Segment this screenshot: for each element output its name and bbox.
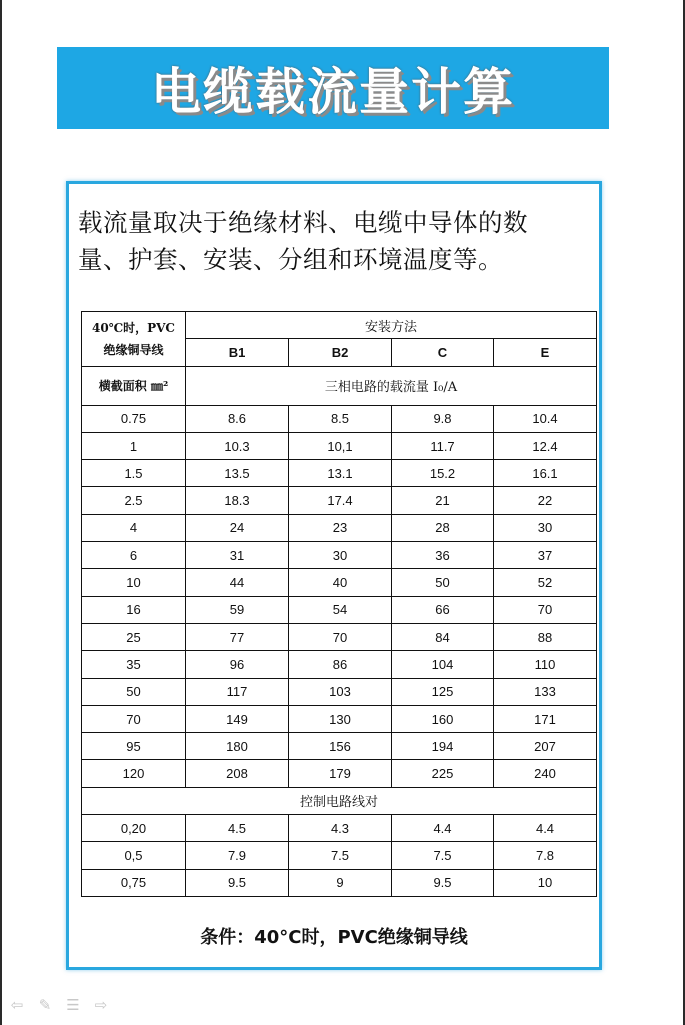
column-header-c: C: [392, 339, 494, 366]
arrow-left-icon[interactable]: ⇦: [10, 996, 24, 1014]
ampacity-cell: 16.1: [494, 460, 597, 487]
ampacity-cell: 52: [494, 569, 597, 596]
table-row: [82, 405, 597, 432]
ampacity-cell: 44: [186, 569, 289, 596]
ampacity-cell: 156: [289, 733, 392, 760]
intro-line-2: 量、护套、安装、分组和环境温度等。: [78, 245, 503, 274]
install-method-header: 安装方法: [186, 312, 597, 339]
ampacity-cell: 8.6: [186, 405, 289, 432]
ampacity-cell: 10,1: [289, 432, 392, 459]
table-row: [82, 432, 597, 459]
ampacity-cell: 21: [392, 487, 494, 514]
menu-icon[interactable]: ☰: [66, 996, 80, 1014]
table-row: [82, 487, 597, 514]
ampacity-cell: 8.5: [289, 405, 392, 432]
power-section-header: 三相电路的载流量 I₀/A: [186, 366, 597, 405]
ampacity-cell: 12.4: [494, 432, 597, 459]
pencil-icon[interactable]: ✎: [38, 996, 52, 1014]
table-row: [82, 542, 597, 569]
area-cell: 4: [82, 514, 186, 541]
ampacity-cell: 130: [289, 705, 392, 732]
ampacity-cell: 88: [494, 623, 597, 650]
area-cell: 70: [82, 705, 186, 732]
area-cell: 0,75: [82, 869, 186, 896]
area-cell: 95: [82, 733, 186, 760]
ampacity-cell: 4.4: [494, 815, 597, 842]
page-title: 电缆载流量计算: [151, 63, 515, 121]
ampacity-cell: 208: [186, 760, 289, 787]
ampacity-cell: 77: [186, 623, 289, 650]
ampacity-cell: 7.9: [186, 842, 289, 869]
arrow-right-icon[interactable]: ⇨: [94, 996, 108, 1014]
ampacity-cell: 54: [289, 596, 392, 623]
ampacity-cell: 7.5: [392, 842, 494, 869]
corner-line-1: 40℃时，PVC: [92, 320, 175, 335]
table-row: [82, 705, 597, 732]
bottom-toolbar: [8, 996, 110, 1014]
area-cell: 25: [82, 623, 186, 650]
ampacity-cell: 4.3: [289, 815, 392, 842]
ampacity-cell: 70: [289, 623, 392, 650]
ampacity-cell: 9.5: [186, 869, 289, 896]
table-row: [82, 760, 597, 787]
ampacity-cell: 10.3: [186, 432, 289, 459]
control-section-header: 控制电路线对: [82, 787, 597, 814]
area-cell: 1.5: [82, 460, 186, 487]
ampacity-cell: 4.5: [186, 815, 289, 842]
ampacity-cell: 117: [186, 678, 289, 705]
table-row: [82, 596, 597, 623]
table-row: [82, 678, 597, 705]
ampacity-cell: 70: [494, 596, 597, 623]
ampacity-cell: 9.5: [392, 869, 494, 896]
ampacity-cell: 179: [289, 760, 392, 787]
ampacity-cell: 96: [186, 651, 289, 678]
ampacity-cell: 11.7: [392, 432, 494, 459]
ampacity-cell: 160: [392, 705, 494, 732]
ampacity-cell: 133: [494, 678, 597, 705]
ampacity-cell: 9.8: [392, 405, 494, 432]
area-cell: 10: [82, 569, 186, 596]
ampacity-cell: 50: [392, 569, 494, 596]
ampacity-cell: 84: [392, 623, 494, 650]
area-cell: 0,20: [82, 815, 186, 842]
ampacity-cell: 13.1: [289, 460, 392, 487]
column-header-b2: B2: [289, 339, 392, 366]
area-cell: 2.5: [82, 487, 186, 514]
ampacity-cell: 28: [392, 514, 494, 541]
table-row: [82, 651, 597, 678]
ampacity-cell: 18.3: [186, 487, 289, 514]
ampacity-cell: 30: [289, 542, 392, 569]
table-corner-header: [82, 312, 186, 367]
ampacity-cell: 9: [289, 869, 392, 896]
ampacity-cell: 7.8: [494, 842, 597, 869]
area-cell: 0.75: [82, 405, 186, 432]
table-row: [82, 815, 597, 842]
ampacity-cell: 22: [494, 487, 597, 514]
ampacity-table: [81, 311, 597, 897]
ampacity-cell: 86: [289, 651, 392, 678]
area-cell: 16: [82, 596, 186, 623]
condition-note: 条件：40°C时，PVC绝缘铜导线: [200, 927, 468, 948]
intro-line-1: 载流量取决于绝缘材料、电缆中导体的数: [78, 208, 528, 237]
table-row: [82, 514, 597, 541]
ampacity-cell: 207: [494, 733, 597, 760]
ampacity-cell: 180: [186, 733, 289, 760]
table-row: [82, 623, 597, 650]
area-cell: 120: [82, 760, 186, 787]
title-banner: [57, 47, 609, 129]
area-cell: 50: [82, 678, 186, 705]
table-row: [82, 733, 597, 760]
area-cell: 35: [82, 651, 186, 678]
ampacity-cell: 110: [494, 651, 597, 678]
table-row: [82, 869, 597, 896]
ampacity-cell: 40: [289, 569, 392, 596]
table-row: [82, 460, 597, 487]
ampacity-cell: 30: [494, 514, 597, 541]
ampacity-cell: 194: [392, 733, 494, 760]
ampacity-cell: 125: [392, 678, 494, 705]
table-row: [82, 842, 597, 869]
area-column-header: 横截面积 ㎜²: [82, 366, 186, 405]
intro-text: [78, 204, 598, 278]
ampacity-cell: 23: [289, 514, 392, 541]
area-cell: 6: [82, 542, 186, 569]
ampacity-cell: 13.5: [186, 460, 289, 487]
ampacity-cell: 240: [494, 760, 597, 787]
ampacity-cell: 17.4: [289, 487, 392, 514]
ampacity-cell: 24: [186, 514, 289, 541]
ampacity-cell: 36: [392, 542, 494, 569]
ampacity-cell: 7.5: [289, 842, 392, 869]
ampacity-cell: 10.4: [494, 405, 597, 432]
column-header-b1: B1: [186, 339, 289, 366]
corner-line-2: 绝缘铜导线: [103, 342, 164, 357]
column-header-e: E: [494, 339, 597, 366]
ampacity-cell: 15.2: [392, 460, 494, 487]
ampacity-cell: 37: [494, 542, 597, 569]
ampacity-cell: 66: [392, 596, 494, 623]
ampacity-cell: 10: [494, 869, 597, 896]
table-row: [82, 569, 597, 596]
ampacity-cell: 104: [392, 651, 494, 678]
area-cell: 1: [82, 432, 186, 459]
page-border-left: [0, 0, 2, 1025]
area-cell: 0,5: [82, 842, 186, 869]
ampacity-cell: 171: [494, 705, 597, 732]
ampacity-cell: 225: [392, 760, 494, 787]
ampacity-cell: 103: [289, 678, 392, 705]
ampacity-cell: 4.4: [392, 815, 494, 842]
ampacity-cell: 149: [186, 705, 289, 732]
ampacity-cell: 59: [186, 596, 289, 623]
ampacity-cell: 31: [186, 542, 289, 569]
